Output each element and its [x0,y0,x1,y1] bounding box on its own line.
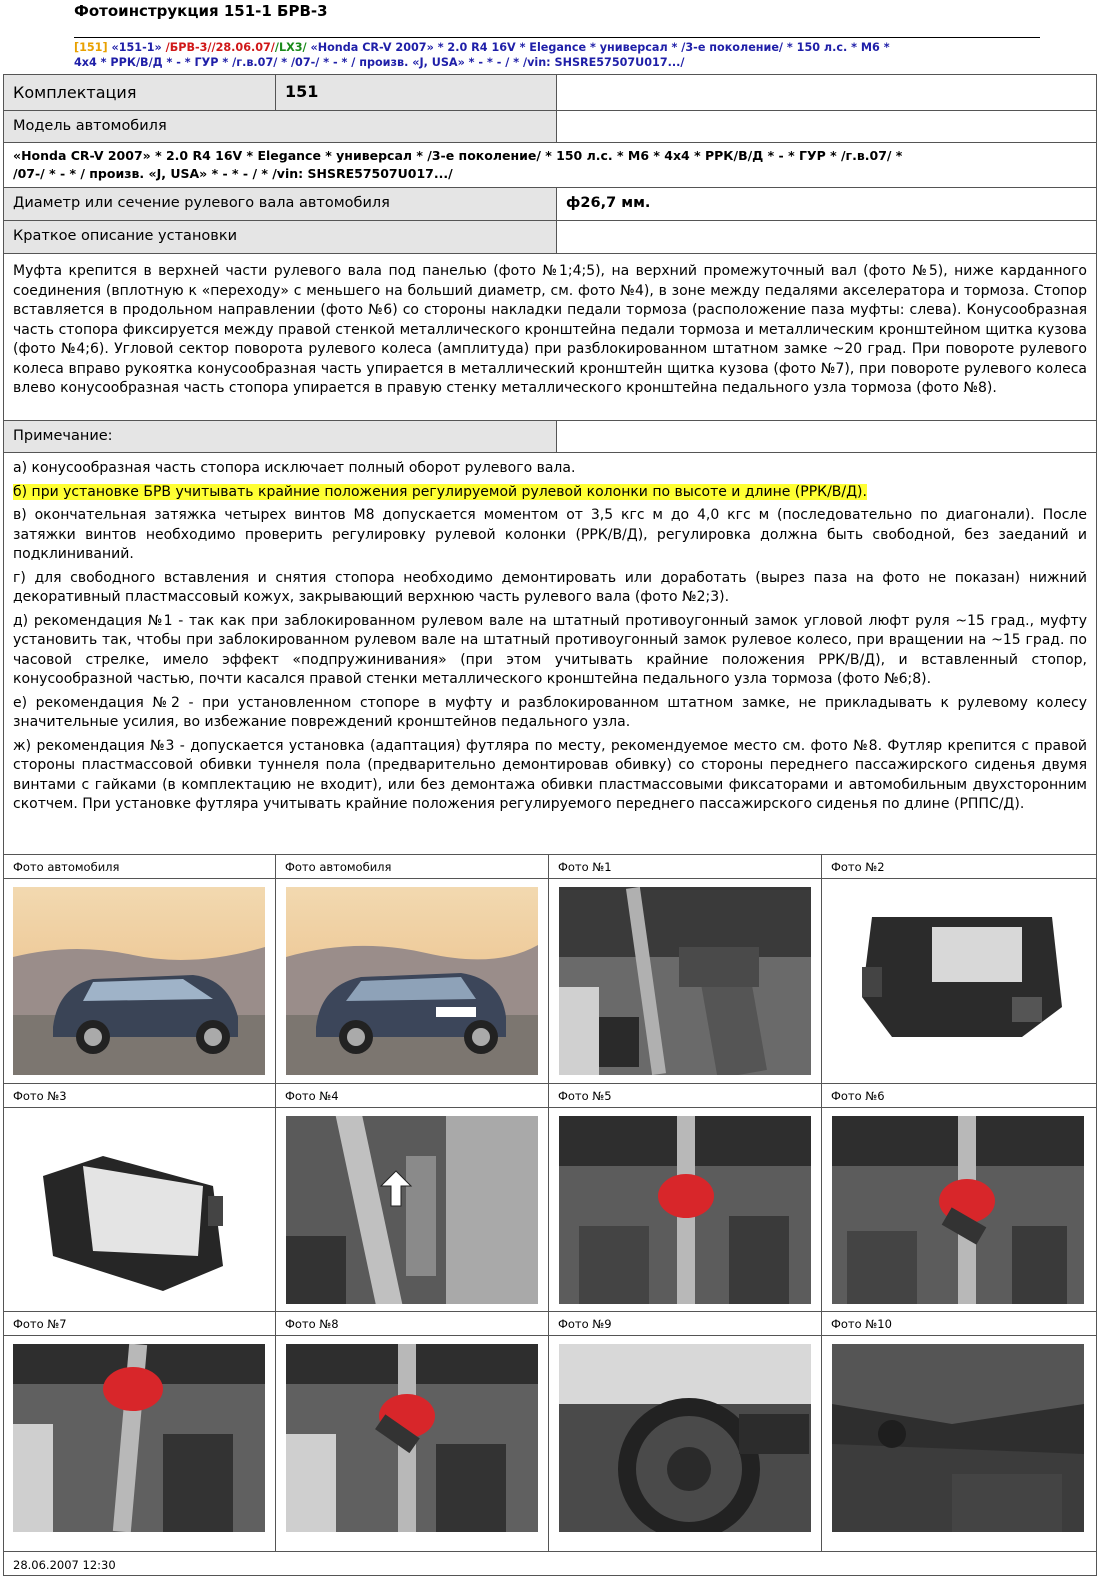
photo-cell [276,855,549,1083]
photo-row-2 [4,1084,1096,1312]
photo-cell [822,1084,1096,1311]
header-code-2: «151-1» [111,41,162,54]
photo-cell [4,855,276,1083]
header-code-1: [151] [74,41,108,54]
note-d: д) рекомендация №1 - так как при заблокированном рулевом вале на штатный противоугонный замок угловой люфт руля ~15 град., муфту установить так, чтобы при заблокированном рулевом вале на штатный противоугонный замок рулевое колесо, при вращении на ~15 град. по часовой стрелке, имело эффект «подпружинивания» (при этом учитывать крайние положения РРК/В/Д), и вставленный стопор, конусообразной частью, почти касался правой стенки металлического кронштейна педального узла тормоза (фото №6;8). [13,612,1087,687]
note-b [4,483,1096,503]
document-frame [3,74,1097,1576]
photo-cell [822,1312,1096,1551]
photo-cell [276,1312,549,1551]
photo-label: Фото №6 [822,1084,1096,1108]
model-value: «Honda CR-V 2007» * 2.0 R4 16V * Elegance * универсал * /3-е поколение/ * 150 л.с. * M6 * 4x4 * РРК/В/Д * - * ГУР * /г.в.07/ * /07-/ * - * / произв. «J, USA» * - * - / * /vin: SHSRE57507U017.../ [13,148,903,181]
photo-5 [559,1116,811,1304]
komplektaciya-label: Комплектация [4,75,276,110]
photo-cell [549,1312,822,1551]
note-label: Примечание: [4,421,557,452]
photo-1 [559,887,811,1075]
header-divider [74,37,1040,38]
photo-9 [559,1344,811,1532]
photo-row-3 [4,1312,1096,1551]
photo-cell [822,855,1096,1083]
header-line-1: «Honda CR-V 2007» * 2.0 R4 16V * Elegance * универсал * /3-е поколение/ * 150 л.с. * M6 * [310,41,890,54]
footer-timestamp: 28.06.2007 12:30 [4,1551,1096,1575]
row-notes [4,453,1096,855]
row-description-label [4,221,1096,254]
note-b-highlight: б) при установке БРВ учитывать крайние положения регулируемой рулевой колонки по высоте и длине (РРК/В/Д). [13,483,867,500]
photo-label: Фото №3 [4,1084,275,1108]
komplektaciya-value: 151 [276,75,557,110]
photo-label: Фото №8 [276,1312,548,1336]
model-label: Модель автомобиля [4,111,557,142]
photo-10 [832,1344,1084,1532]
photo-label: Фото №2 [822,855,1096,879]
note-zh: ж) рекомендация №3 - допускается установка (адаптация) футляра по месту, рекомендуемое место см. фото №8. Футляр крепится с правой стороны пластмассовой обивки туннеля пола (предварительно демонтировав обивку) со стороны переднего пассажирского сиденья двумя винтами с гайками (в комплектацию не входит), или без демонтажа обивки пластмассовыми фиксаторами и автомобильным двухсторонним скотчем. При установке футляра учитывать крайние положения регулируемого переднего пассажирского сиденья по длине (РППС/Д). [13,737,1087,812]
header-line-2: 4x4 * РРК/В/Д * - * ГУР * /г.в.07/ * /07-/ * - * / произв. «J, USA» * - * - / * /vin: SHSRE57507U017.../ [74,56,685,69]
description-text: Муфта крепится в верхней части рулевого вала под панелью (фото №1;4;5), на верхний промежуточный вал (фото №5), ниже карданного соединения (вплотную к «переходу» с меньшего на больший диаметр, см. фото №4), в зоне между педалями акселератора и тормоза. Стопор вставляется в продольном направлении (фото №6) со стороны накладки педали тормоза (расположение паза муфты: слева). Конусообразная часть стопора фиксируется между правой стенкой металлического кронштейна педали тормоза и металлическим кронштейном щитка кузова (фото №4;6). Угловой сектор поворота рулевого колеса (амплитуда) при разблокированном штатном замке ~20 град. При повороте рулевого колеса вправо рукоятка конусообразная часть упирается в металлический кронштейн щитка кузова (фото №7), при повороте рулевого колеса влево конусообразная часть стопора упирается в правую стенку металлического кронштейна педального узла тормоза (фото №8). [13,263,1087,396]
photo-label: Фото №1 [549,855,821,879]
photo-label: Фото автомобиля [4,855,275,879]
empty-cell [557,221,1096,253]
photo-label: Фото №10 [822,1312,1096,1336]
note-e: е) рекомендация №2 - при установленном стопоре в муфту и разблокированном штатном замке, не прикладывать к рулевому колесу значительные усилия, во избежание повреждений кронштейнов педального узла. [13,694,1087,730]
photo-label: Фото №7 [4,1312,275,1336]
photo-cell [4,1084,276,1311]
photo-label: Фото №9 [549,1312,821,1336]
header-code-4: /LX3/ [274,41,307,54]
photo-4 [286,1116,538,1304]
row-model-value [4,143,1096,188]
row-komplektaciya [4,75,1096,111]
photo-cell [549,1084,822,1311]
note-v: в) окончательная затяжка четырех винтов М8 допускается моментом от 3,5 кгс м до 4,0 кгс м (последовательно по диагонали). После затяжки винтов необходимо проверить регулировку рулевой колонки (РРК/В/Д), регулировка должна быть свободной, без заеданий и подклиниваний. [13,507,1087,562]
car-front-photo [13,887,265,1075]
header-date: /28.06.07/ [211,41,275,54]
photo-8 [286,1344,538,1532]
diameter-value: ф26,7 мм. [566,195,651,211]
document-title: Фотоинструкция 151-1 БРВ-3 [74,2,328,20]
photo-label: Фото №4 [276,1084,548,1108]
header-info [74,40,1040,70]
empty-cell [557,421,1096,452]
row-diameter [4,188,1096,221]
row-model [4,111,1096,143]
photo-cell [4,1312,276,1551]
note-a: а) конусообразная часть стопора исключает полный оборот рулевого вала. [13,460,576,476]
photo-6 [832,1116,1084,1304]
description-label: Краткое описание установки [4,221,557,253]
photo-label: Фото №5 [549,1084,821,1108]
header-code-3: /БРВ-3/ [165,41,212,54]
car-rear-photo [286,887,538,1075]
row-note-label [4,421,1096,453]
row-description-text [4,254,1096,421]
photo-cell [549,855,822,1083]
empty-cell [557,75,1096,110]
diameter-label: Диаметр или сечение рулевого вала автомобиля [4,188,557,220]
photo-label: Фото автомобиля [276,855,548,879]
photo-3 [13,1116,265,1304]
empty-cell [557,111,1096,142]
photo-7 [13,1344,265,1532]
photo-cell [276,1084,549,1311]
note-g: г) для свободного вставления и снятия стопора необходимо демонтировать или доработать (вырез паза на фото не показан) нижний декоративный пластмассовый кожух, закрывающий верхнюю часть рулевого вала (фото №2;3). [13,569,1087,605]
photo-row-1 [4,855,1096,1084]
photo-2 [832,887,1084,1075]
